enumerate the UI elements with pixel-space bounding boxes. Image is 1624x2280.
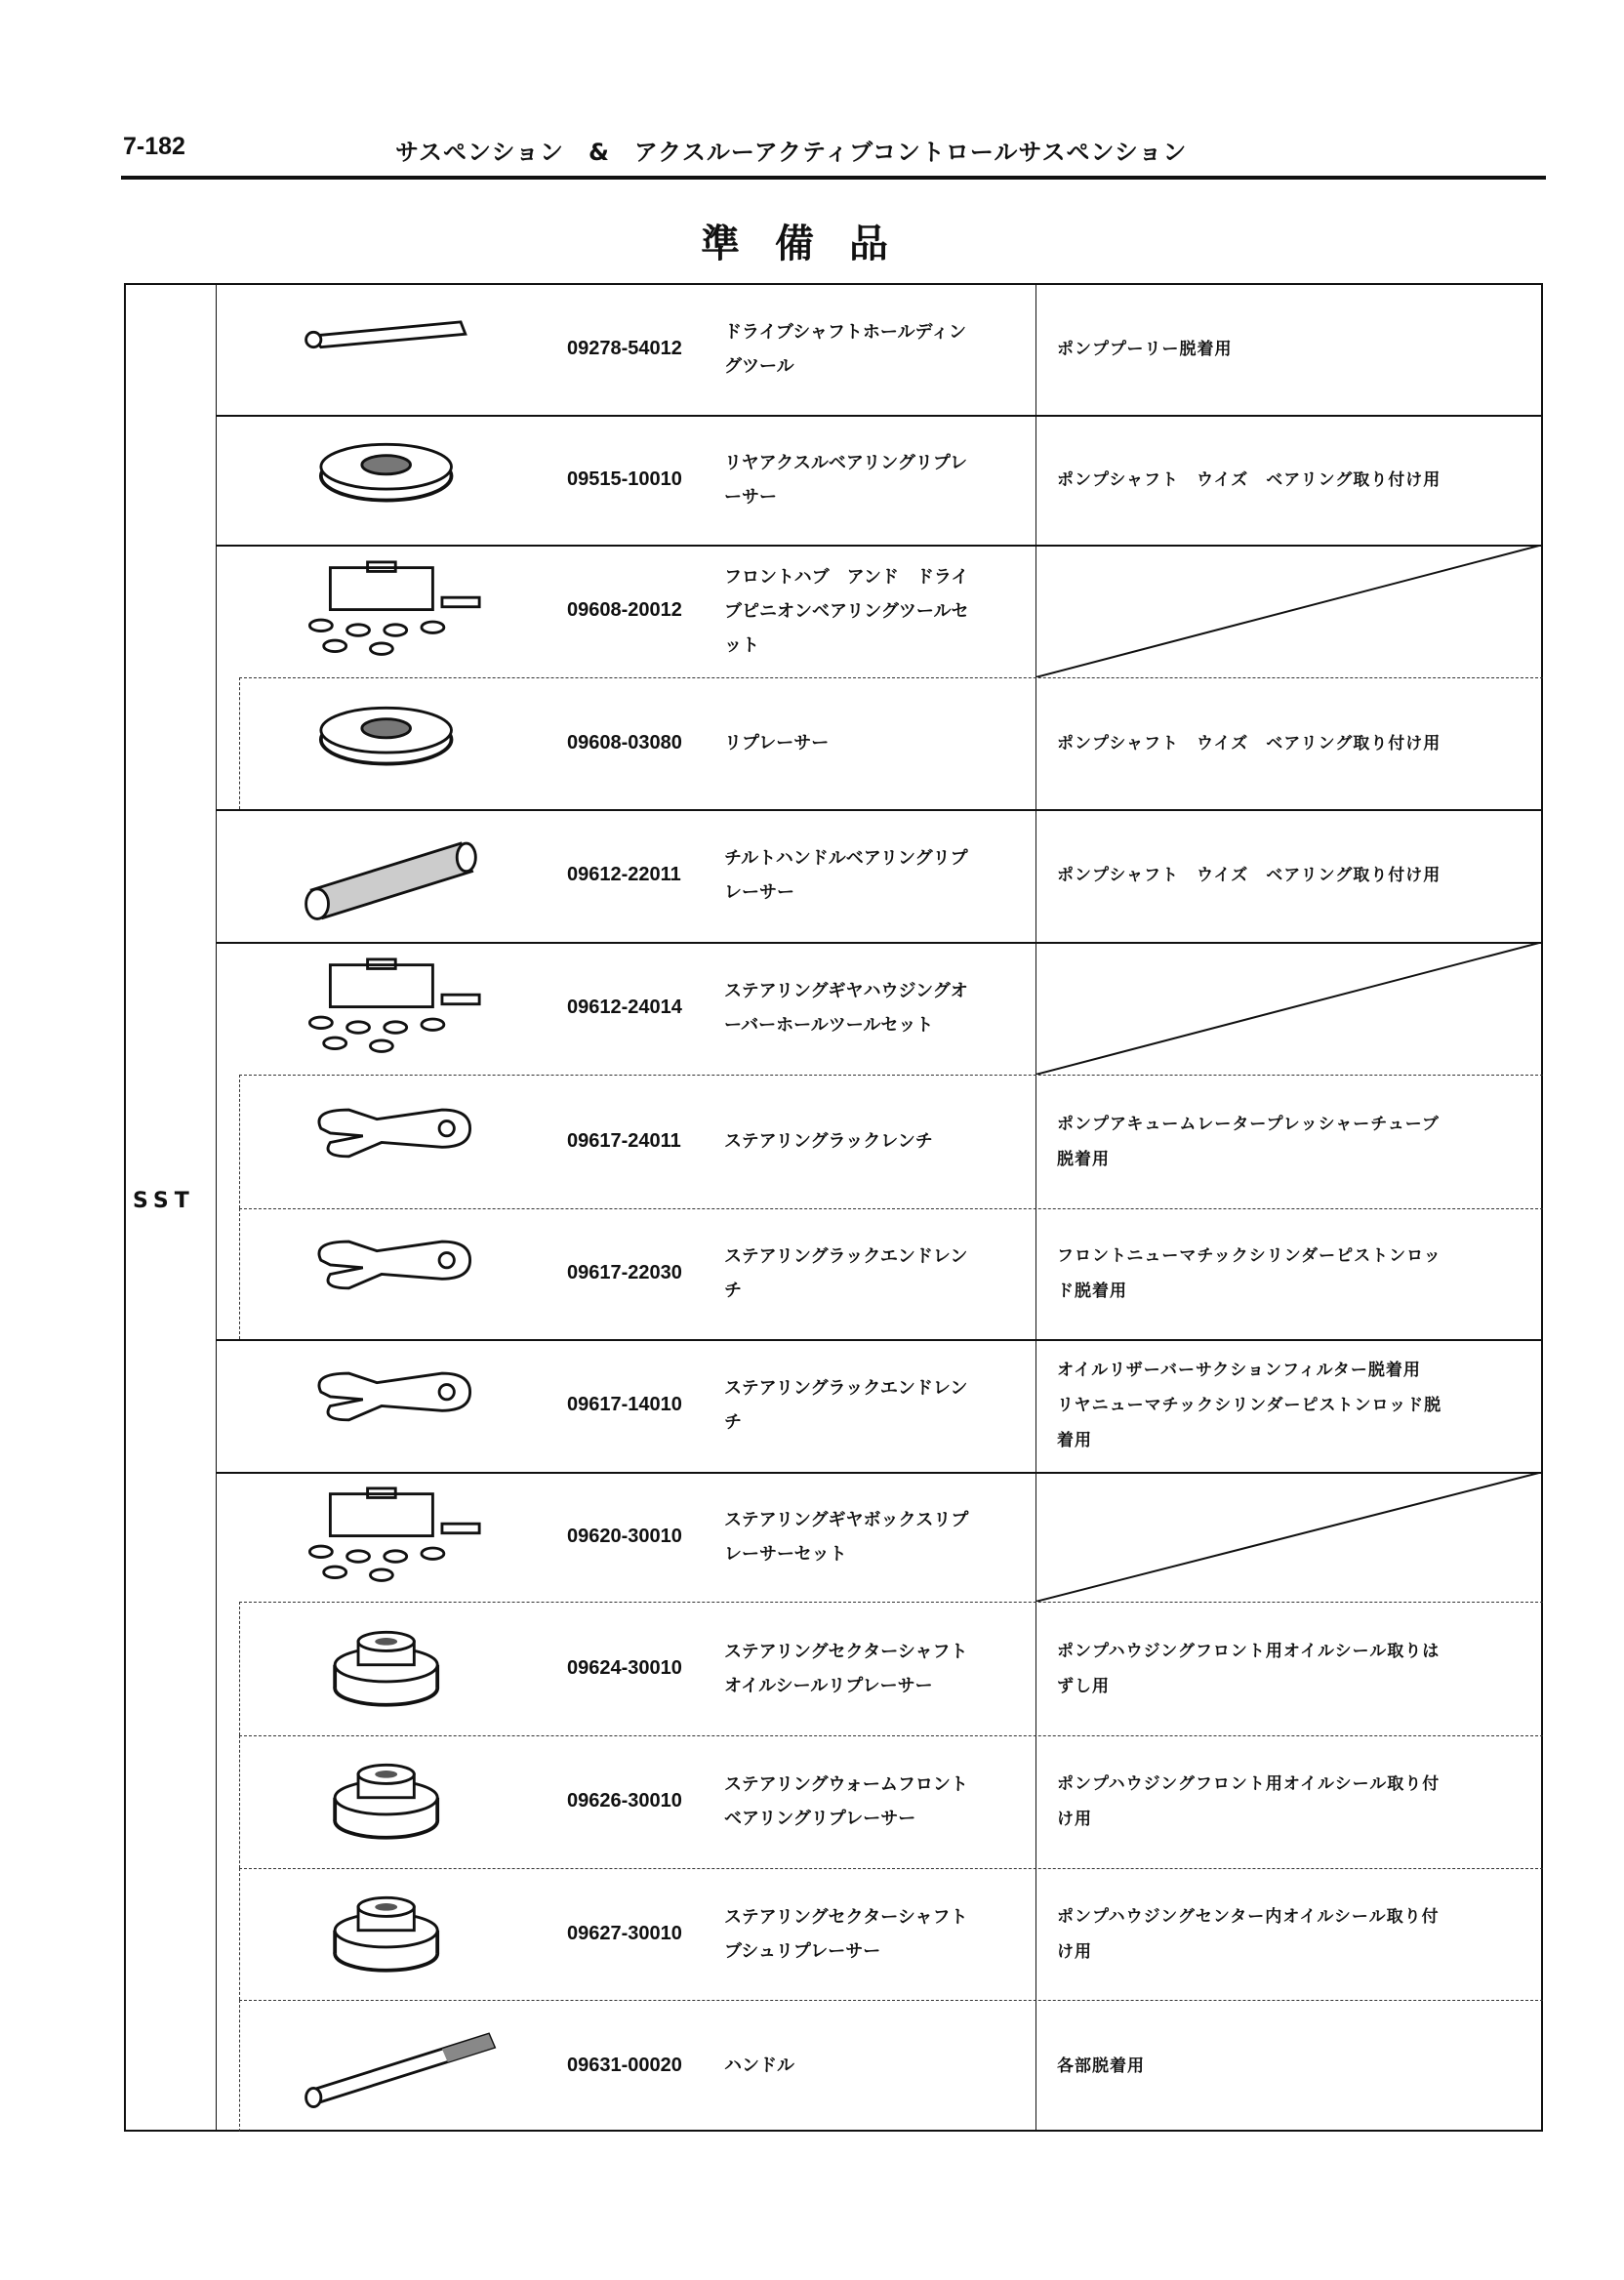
usage-text: ポンプシャフト ウイズ ベアリング取り付け用 bbox=[1057, 866, 1441, 885]
page-number: 7-182 bbox=[123, 133, 185, 160]
usage-text: ポンプハウジングセンター内オイルシール取り付 け用 bbox=[1057, 1906, 1440, 1962]
not-applicable-diagonal bbox=[1035, 1472, 1543, 1602]
tool-name: ステアリングウォームフロント ベアリングリプレーサー bbox=[724, 1774, 968, 1829]
usage-text: ポンプシャフト ウイズ ベアリング取り付け用 bbox=[1057, 469, 1441, 490]
tool-set-icon bbox=[288, 957, 512, 1060]
part-number: 09617-22030 bbox=[567, 1262, 682, 1283]
part-number: 09608-20012 bbox=[567, 599, 682, 621]
cylinder-icon bbox=[288, 1884, 512, 1986]
wrench-icon bbox=[288, 1091, 512, 1194]
tool-name: ステアリングギヤハウジングオ ーバーホールツールセット bbox=[724, 981, 968, 1036]
tool-set-icon bbox=[288, 560, 512, 663]
usage-text: 各部脱着用 bbox=[1057, 2056, 1145, 2076]
part-number: 09624-30010 bbox=[567, 1656, 682, 1679]
usage-text: ポンプハウジングフロント用オイルシール取りは ずし用 bbox=[1057, 1641, 1441, 1696]
ring-icon bbox=[288, 693, 512, 795]
tool-set-icon bbox=[288, 1486, 512, 1589]
tool-name: ステアリングギヤボックスリプ レーサーセット bbox=[724, 1509, 969, 1565]
wrench-icon bbox=[288, 1355, 512, 1457]
tool-name: リプレーサー bbox=[724, 733, 830, 753]
part-number: 09631-00020 bbox=[567, 2054, 682, 2076]
tool-name: ステアリングセクターシャフト オイルシールリプレーサー bbox=[724, 1641, 968, 1696]
wrench-icon bbox=[288, 1223, 512, 1325]
cylinder-icon bbox=[288, 1751, 512, 1853]
usage-text: オイルリザーバーサクションフィルター脱着用 リヤニューマチックシリンダーピストンロッド脱 着用 bbox=[1057, 1361, 1442, 1450]
part-number: 09620-30010 bbox=[567, 1525, 682, 1547]
part-number: 09612-22011 bbox=[567, 864, 681, 885]
not-applicable-diagonal bbox=[1035, 545, 1543, 677]
tool-name: ハンドル bbox=[724, 2056, 794, 2076]
category-label-sst: SST bbox=[133, 1189, 195, 1213]
part-number: 09617-24011 bbox=[567, 1129, 681, 1152]
usage-text: ポンププーリー脱着用 bbox=[1057, 339, 1233, 359]
part-number: 09627-30010 bbox=[567, 1922, 682, 1944]
running-header: サスペンション & アクスルーアクティブコントロールサスペンション bbox=[395, 139, 1188, 166]
part-number: 09608-03080 bbox=[567, 731, 682, 753]
tool-name: ステアリングラックエンドレン チ bbox=[724, 1378, 968, 1433]
part-number: 09278-54012 bbox=[567, 337, 682, 359]
header-rule bbox=[121, 176, 1546, 180]
sleeve-icon bbox=[288, 825, 512, 927]
page-title: 準備品 bbox=[701, 222, 923, 266]
tool-name: フロントハブ アンド ドライ ブピニオンベアリングツールセ ット bbox=[724, 566, 969, 656]
ring-icon bbox=[288, 429, 512, 532]
part-number: 09617-14010 bbox=[567, 1394, 682, 1415]
handle-icon bbox=[288, 2015, 512, 2118]
usage-text: ポンプハウジングフロント用オイルシール取り付 け用 bbox=[1057, 1774, 1441, 1829]
part-number: 09515-10010 bbox=[567, 468, 682, 490]
usage-text: フロントニューマチックシリンダーピストンロッ ド脱着用 bbox=[1057, 1246, 1441, 1301]
usage-text: ポンプシャフト ウイズ ベアリング取り付け用 bbox=[1057, 733, 1441, 753]
tool-name: チルトハンドルベアリングリプ レーサー bbox=[724, 848, 968, 903]
tool-name: ステアリングセクターシャフト ブシュリプレーサー bbox=[724, 1906, 968, 1962]
cylinder-icon bbox=[288, 1618, 512, 1721]
usage-text: ポンプアキュームレータープレッシャーチューブ 脱着用 bbox=[1057, 1114, 1440, 1169]
spanner-icon bbox=[288, 299, 512, 401]
tool-name: ステアリングラックエンドレン チ bbox=[724, 1246, 968, 1301]
part-number: 09612-24014 bbox=[567, 997, 682, 1018]
not-applicable-diagonal bbox=[1035, 942, 1543, 1075]
tool-name: ステアリングラックレンチ bbox=[724, 1131, 933, 1152]
tool-name: ドライブシャフトホールディン グツール bbox=[724, 321, 967, 377]
part-number: 09626-30010 bbox=[567, 1790, 682, 1812]
tool-name: リヤアクスルベアリングリプレ ーサー bbox=[724, 452, 968, 508]
